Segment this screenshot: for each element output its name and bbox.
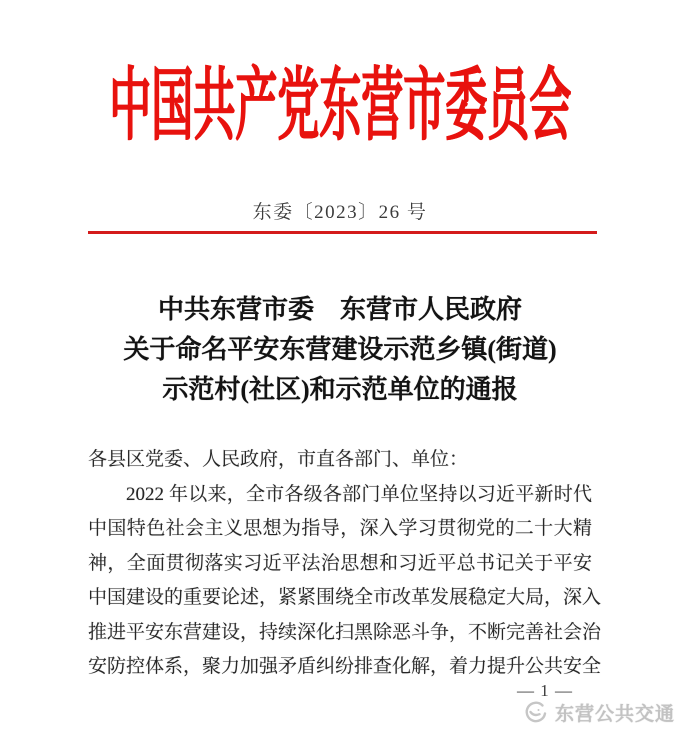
- body-line: 安防控体系，聚力加强矛盾纠纷排查化解，着力提升公共安全: [88, 656, 602, 677]
- document-number: 东委〔2023〕26 号: [252, 202, 428, 223]
- watermark: [522, 699, 675, 726]
- document-title-line-2: 关于命名平安东营建设示范乡镇(街道): [123, 335, 557, 364]
- letterhead-org-name: 中国共产党东营市委员会: [108, 63, 571, 152]
- body-line: 中国建设的重要论述，紧紧围绕全市改革发展稳定大局，深入: [88, 587, 602, 608]
- body-line: 2022 年以来，全市各级各部门单位坚持以习近平新时代: [126, 483, 592, 505]
- watermark-label: 东营公共交通: [555, 704, 676, 725]
- body-line: 神，全面贯彻落实习近平法治思想和习近平总书记关于平安: [88, 552, 592, 574]
- salutation-line: 各县区党委、人民政府，市直各部门、单位：: [88, 449, 469, 470]
- document-title-line-1: 中共东营市委 东营市人民政府: [157, 295, 522, 324]
- transit-logo-icon: [522, 701, 548, 725]
- document-body: [88, 443, 602, 685]
- body-line: 中国特色社会主义思想为指导，深入学习贯彻党的二十大精: [88, 518, 592, 539]
- letterhead: [0, 50, 680, 150]
- document-title-line-3: 示范村(社区)和示范单位的通报: [162, 375, 518, 404]
- red-divider-rule: [88, 231, 597, 234]
- body-line: 推进平安东营建设，持续深化扫黑除恶斗争，不断完善社会治: [88, 621, 602, 643]
- page-number: — 1 —: [517, 681, 573, 700]
- document-title: [0, 290, 680, 410]
